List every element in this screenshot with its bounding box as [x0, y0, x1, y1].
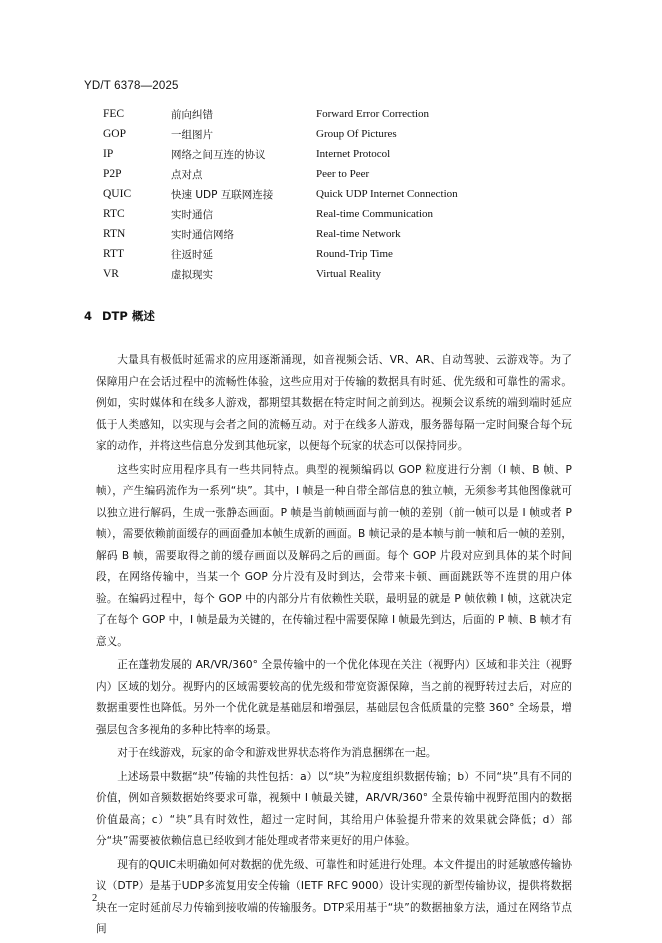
abbreviation-chinese: 点对点 — [171, 168, 203, 181]
paragraph: 大量具有极低时延需求的应用逐渐涌现，如音视频会话、VR、AR、自动驾驶、云游戏等。为了保障用户在会话过程中的流畅性体验，这些应用对于传输的数据具有时延、优先级和可靠性的需求。例如，实时媒体和在线多人游戏，都期望其数据在特定时间之前到达。视频会议系统的端到端时延应低于人类感知，以实现与会者之间的流畅互动。对于在线多人游戏，服务器每隔一定时间聚合每个玩家的动作，并将这些信息分发到其他玩家，以便每个玩家的状态可以保持同步。 — [96, 354, 572, 452]
paragraph: 现有的QUIC未明确如何对数据的优先级、可靠性和时延进行处理。本文件提出的时延敏感传输协议（DTP）是基于UDP多流复用安全传输（IETF RFC 9000）设计实现的新型传输协议，提供将数据块在一定时延前尽力传输到接收端的传输服务。DTP采用基于“块”的数据抽象方法，通过在网络节点间 — [96, 858, 572, 935]
abbreviation-english: Internet Protocol — [316, 148, 391, 160]
abbreviation-table-body — [103, 104, 458, 284]
abbreviation-english: Real-time Communication — [316, 208, 434, 220]
paragraph: 对于在线游戏，玩家的命令和游戏世界状态将作为消息捆绑在一起。 — [117, 747, 437, 759]
abbreviation-english: Round-Trip Time — [316, 248, 393, 260]
standard-number-header: YD/T 6378—2025 — [84, 80, 179, 92]
abbreviation-term: FEC — [103, 108, 125, 120]
paragraph: 正在蓬勃发展的 AR/VR/360° 全景传输中的一个优化体现在关注（视野内）区域和非关注（视野内）区域的划分。视野内的区域需要较高的优先级和带宽资源保障，当之前的视野转过去后，对应的数据重要性也降低。另外一个优化就是基础层和增强层，基础层包含低质量的完整 360° 全场景，增强层包含多视角的多种比特率的场景。 — [96, 659, 572, 736]
paragraph: 上述场景中数据“块”传输的共性包括：a）以“块”为粒度组织数据传输；b）不同“块”具有不同的价值，例如音频数据始终要求可靠，视频中 I 帧最关键，AR/VR/360° 全景传输中视野范围内的数据价值最高；c）“块”具有时效性，超过一定时间，其给用户体验提升带来的效果就会降低；d）部分“块”需要被依赖信息已经收到才能处理或者带来更好的用户体验。 — [96, 770, 572, 847]
section-number: 4 — [84, 309, 93, 323]
abbreviation-term: VR — [103, 268, 119, 280]
abbreviation-row — [103, 124, 458, 144]
abbreviation-term: IP — [103, 148, 114, 160]
abbreviation-english: Real-time Network — [316, 228, 401, 240]
paragraph: 这些实时应用程序具有一些共同特点。典型的视频编码以 GOP 粒度进行分割（I 帧、B 帧、P 帧），产生编码流作为一系列“块”。其中，I 帧是一种自带全部信息的独立帧，无须参考其他图像就可以独立进行解码，生成一张静态画面。P 帧是当前帧画面与前一帧的差别（前一帧可以是 I 帧或者 P 帧），需要依赖前面缓存的画面叠加本帧生成新的画面。B 帧记录的是本帧与前一帧和后一帧的差别，解码 B 帧，需要取得之前的缓存画面以及解码之后的画面。每个 GOP 片段对应到具体的某个时间段，在网络传输中，当某一个 GOP 分片没有及时到达，会带来卡顿、画面跳跃等不连贯的用户体验。在编码过程中，每个 GOP 中的内部分片有依赖性关联，最明显的就是 P 帧依赖 I 帧，这就决定了在每个 GOP 中，I 帧是最为关键的，在传输过程中需要保障 I 帧最先到达，后面的 P 帧、B 帧才有意义。 — [96, 463, 572, 648]
abbreviation-term: QUIC — [103, 188, 132, 200]
abbreviation-row — [103, 104, 458, 124]
abbreviation-chinese: 前向纠错 — [171, 108, 213, 121]
abbreviation-english: Group Of Pictures — [316, 128, 397, 140]
abbreviation-row — [103, 144, 458, 164]
abbreviation-term: P2P — [103, 168, 122, 180]
abbreviation-chinese: 虚拟现实 — [171, 268, 213, 281]
abbreviation-chinese: 实时通信网络 — [171, 228, 234, 241]
abbreviation-row — [103, 244, 458, 264]
abbreviation-term: GOP — [103, 128, 127, 140]
section-title: DTP 概述 — [102, 309, 155, 323]
abbreviation-english: Peer to Peer — [316, 168, 370, 180]
abbreviation-chinese: 快速 UDP 互联网连接 — [171, 188, 274, 201]
abbreviation-chinese: 实时通信 — [171, 208, 213, 221]
abbreviation-chinese: 一组图片 — [171, 128, 213, 141]
abbreviation-row — [103, 224, 458, 244]
abbreviation-row — [103, 264, 458, 284]
abbreviation-term: RTT — [103, 248, 125, 260]
abbreviation-chinese: 往返时延 — [171, 248, 213, 261]
abbreviation-row — [103, 164, 458, 184]
abbreviation-term: RTN — [103, 228, 126, 240]
section-heading — [84, 308, 155, 324]
abbreviation-english: Forward Error Correction — [316, 108, 430, 120]
abbreviation-row — [103, 184, 458, 204]
abbreviation-english: Virtual Reality — [316, 268, 382, 280]
abbreviation-row — [103, 204, 458, 224]
abbreviation-table — [103, 104, 458, 284]
page-number: 2 — [92, 893, 98, 904]
abbreviation-term: RTC — [103, 208, 125, 220]
abbreviation-chinese: 网络之间互连的协议 — [171, 148, 266, 161]
abbreviation-english: Quick UDP Internet Connection — [316, 188, 458, 200]
section-body — [96, 350, 572, 943]
